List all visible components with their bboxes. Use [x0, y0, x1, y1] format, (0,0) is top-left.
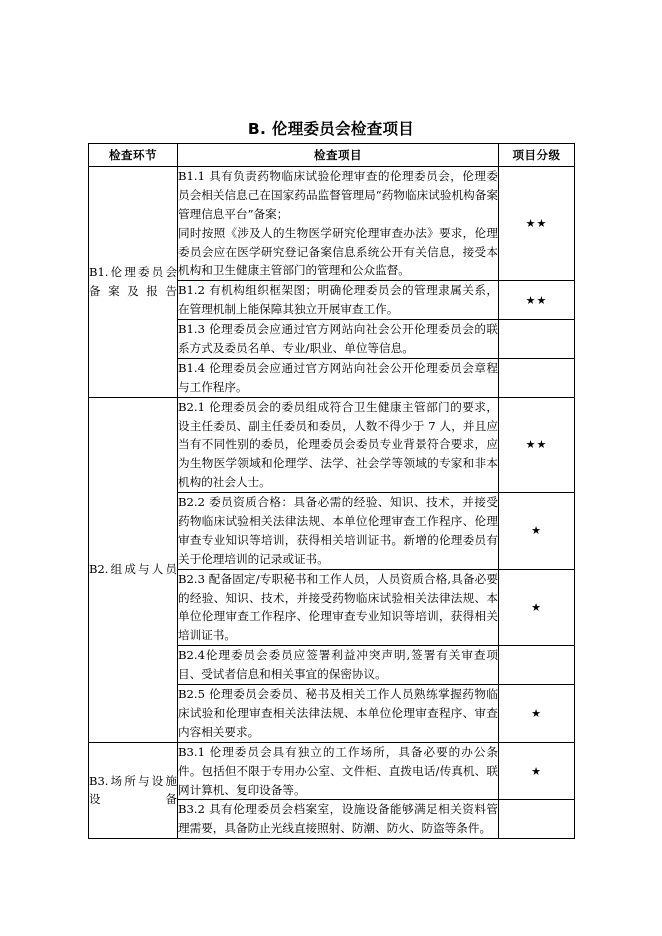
- item-paragraph: 同时按照《涉及人的生物医学研究伦理审查办法》要求，伦理委员会应在医学研究登记备案信息系统公开有关信息，接受本机构和卫生健康主管部门的管理和公众监督。: [178, 225, 498, 278]
- grade-cell: [499, 281, 575, 320]
- grade-stars: ★★: [525, 438, 548, 452]
- grade-cell: [499, 320, 575, 359]
- item-paragraph: B1.3 伦理委员会应通过官方网站向社会公开伦理委员会的联系方式及委员名单、专业/职业、单位等信息。: [178, 322, 498, 356]
- item-paragraph: B2.4伦理委员会委员应签署利益冲突声明,签署有关审查项目、受试者信息和相关事宜的保密协议。: [178, 648, 498, 682]
- stage-label: B1.伦理委员会备案及报告: [89, 265, 177, 298]
- column-header-item: 检查项目: [178, 144, 499, 167]
- column-header-stage: 检查环节: [89, 144, 178, 167]
- item-cell: [178, 493, 499, 570]
- item-cell: [178, 281, 499, 320]
- stage-cell: [89, 397, 178, 742]
- grade-cell: [499, 397, 575, 492]
- item-paragraph: B2.1 伦理委员会的委员组成符合卫生健康主管部门的要求，设主任委员、副主任委员和委员，人数不得少于 7 人，并且应当有不同性别的委员，伦理委员会委员专业背景符合要求，应为生物医学领域和伦理学、法学、社会学等领域的专家和非本机构的社会人士。: [178, 399, 498, 490]
- item-paragraph: B3.1 伦理委员会具有独立的工作场所，具备必要的办公条件。包括但不限于专用办公室、文件柜、直拨电话/传真机、联网计算机、复印设备等。: [178, 744, 498, 797]
- grade-stars: ★: [531, 600, 542, 614]
- item-cell: [178, 646, 499, 685]
- grade-cell: [499, 742, 575, 800]
- table-header: [89, 144, 575, 167]
- table-body: [89, 167, 575, 839]
- grade-stars: ★: [531, 764, 542, 778]
- grade-cell: [499, 167, 575, 281]
- stage-cell: [89, 742, 178, 838]
- item-cell: [178, 397, 499, 492]
- stage-label: B3.场所与设施设备: [89, 773, 177, 807]
- item-cell: [178, 569, 499, 646]
- item-paragraph: B2.3 配备固定/专职秘书和工作人员，人员资质合格,具备必要的经验、知识、技术，并接受药物临床试验相关法律法规、本单位伦理审查工作程序、伦理审查专业知识等培训，获得相关培训证书。: [178, 571, 498, 643]
- item-paragraph: B1.1 具有负责药物临床试验伦理审查的伦理委员会，伦理委员会相关信息己在国家药品监督管理局“药物临床试验机构备案管理信息平台”备案；: [178, 169, 498, 221]
- item-cell: [178, 358, 499, 397]
- grade-cell: [499, 685, 575, 743]
- item-paragraph: B3.2 具有伦理委员会档案室，设施设备能够满足相关资料管理需要，具备防止光线直接照射、防潮、防火、防盗等条件。: [178, 802, 498, 836]
- ethics-committee-checklist-table: [88, 143, 575, 839]
- page-title: B. 伦理委员会检查项目: [247, 120, 415, 138]
- item-cell: [178, 167, 499, 281]
- table-row: [89, 167, 575, 281]
- grade-cell: [499, 493, 575, 570]
- grade-stars: ★★: [525, 293, 548, 307]
- grade-cell: [499, 800, 575, 839]
- grade-stars: ★: [531, 524, 542, 538]
- grade-cell: [499, 646, 575, 685]
- stage-cell: [89, 167, 178, 398]
- item-cell: [178, 800, 499, 839]
- item-cell: [178, 320, 499, 359]
- stage-label: B2.组成与人员: [89, 562, 177, 577]
- table-row: [89, 397, 575, 492]
- grade-stars: ★★: [525, 217, 548, 231]
- item-cell: [178, 685, 499, 743]
- table-header-row: [89, 144, 575, 167]
- item-paragraph: B1.4 伦理委员会应通过官方网站向社会公开伦理委员会章程与工作程序。: [178, 360, 498, 394]
- item-paragraph: B2.5 伦理委员会委员、秘书及相关工作人员熟练掌握药物临床试验和伦理审查相关法律法规、本单位伦理审查程序、审查内容相关要求。: [178, 687, 498, 739]
- item-paragraph: B1.2 有机构组织框架图；明确伦理委员会的管理隶属关系，在管理机制上能保障其独立开展审查工作。: [178, 283, 498, 317]
- item-cell: [178, 742, 499, 800]
- item-paragraph: B2.2 委员资质合格：具备必需的经验、知识、技术，并接受药物临床试验相关法律法规、本单位伦理审查工作程序、伦理审查专业知识等培训，获得相关培训证书。新增的伦理委员有关于伦理培训的记录或证书。: [178, 495, 498, 566]
- table-row: [89, 742, 575, 800]
- column-header-grade: 项目分级: [499, 144, 575, 167]
- grade-cell: [499, 569, 575, 646]
- grade-cell: [499, 358, 575, 397]
- grade-stars: ★: [531, 706, 542, 720]
